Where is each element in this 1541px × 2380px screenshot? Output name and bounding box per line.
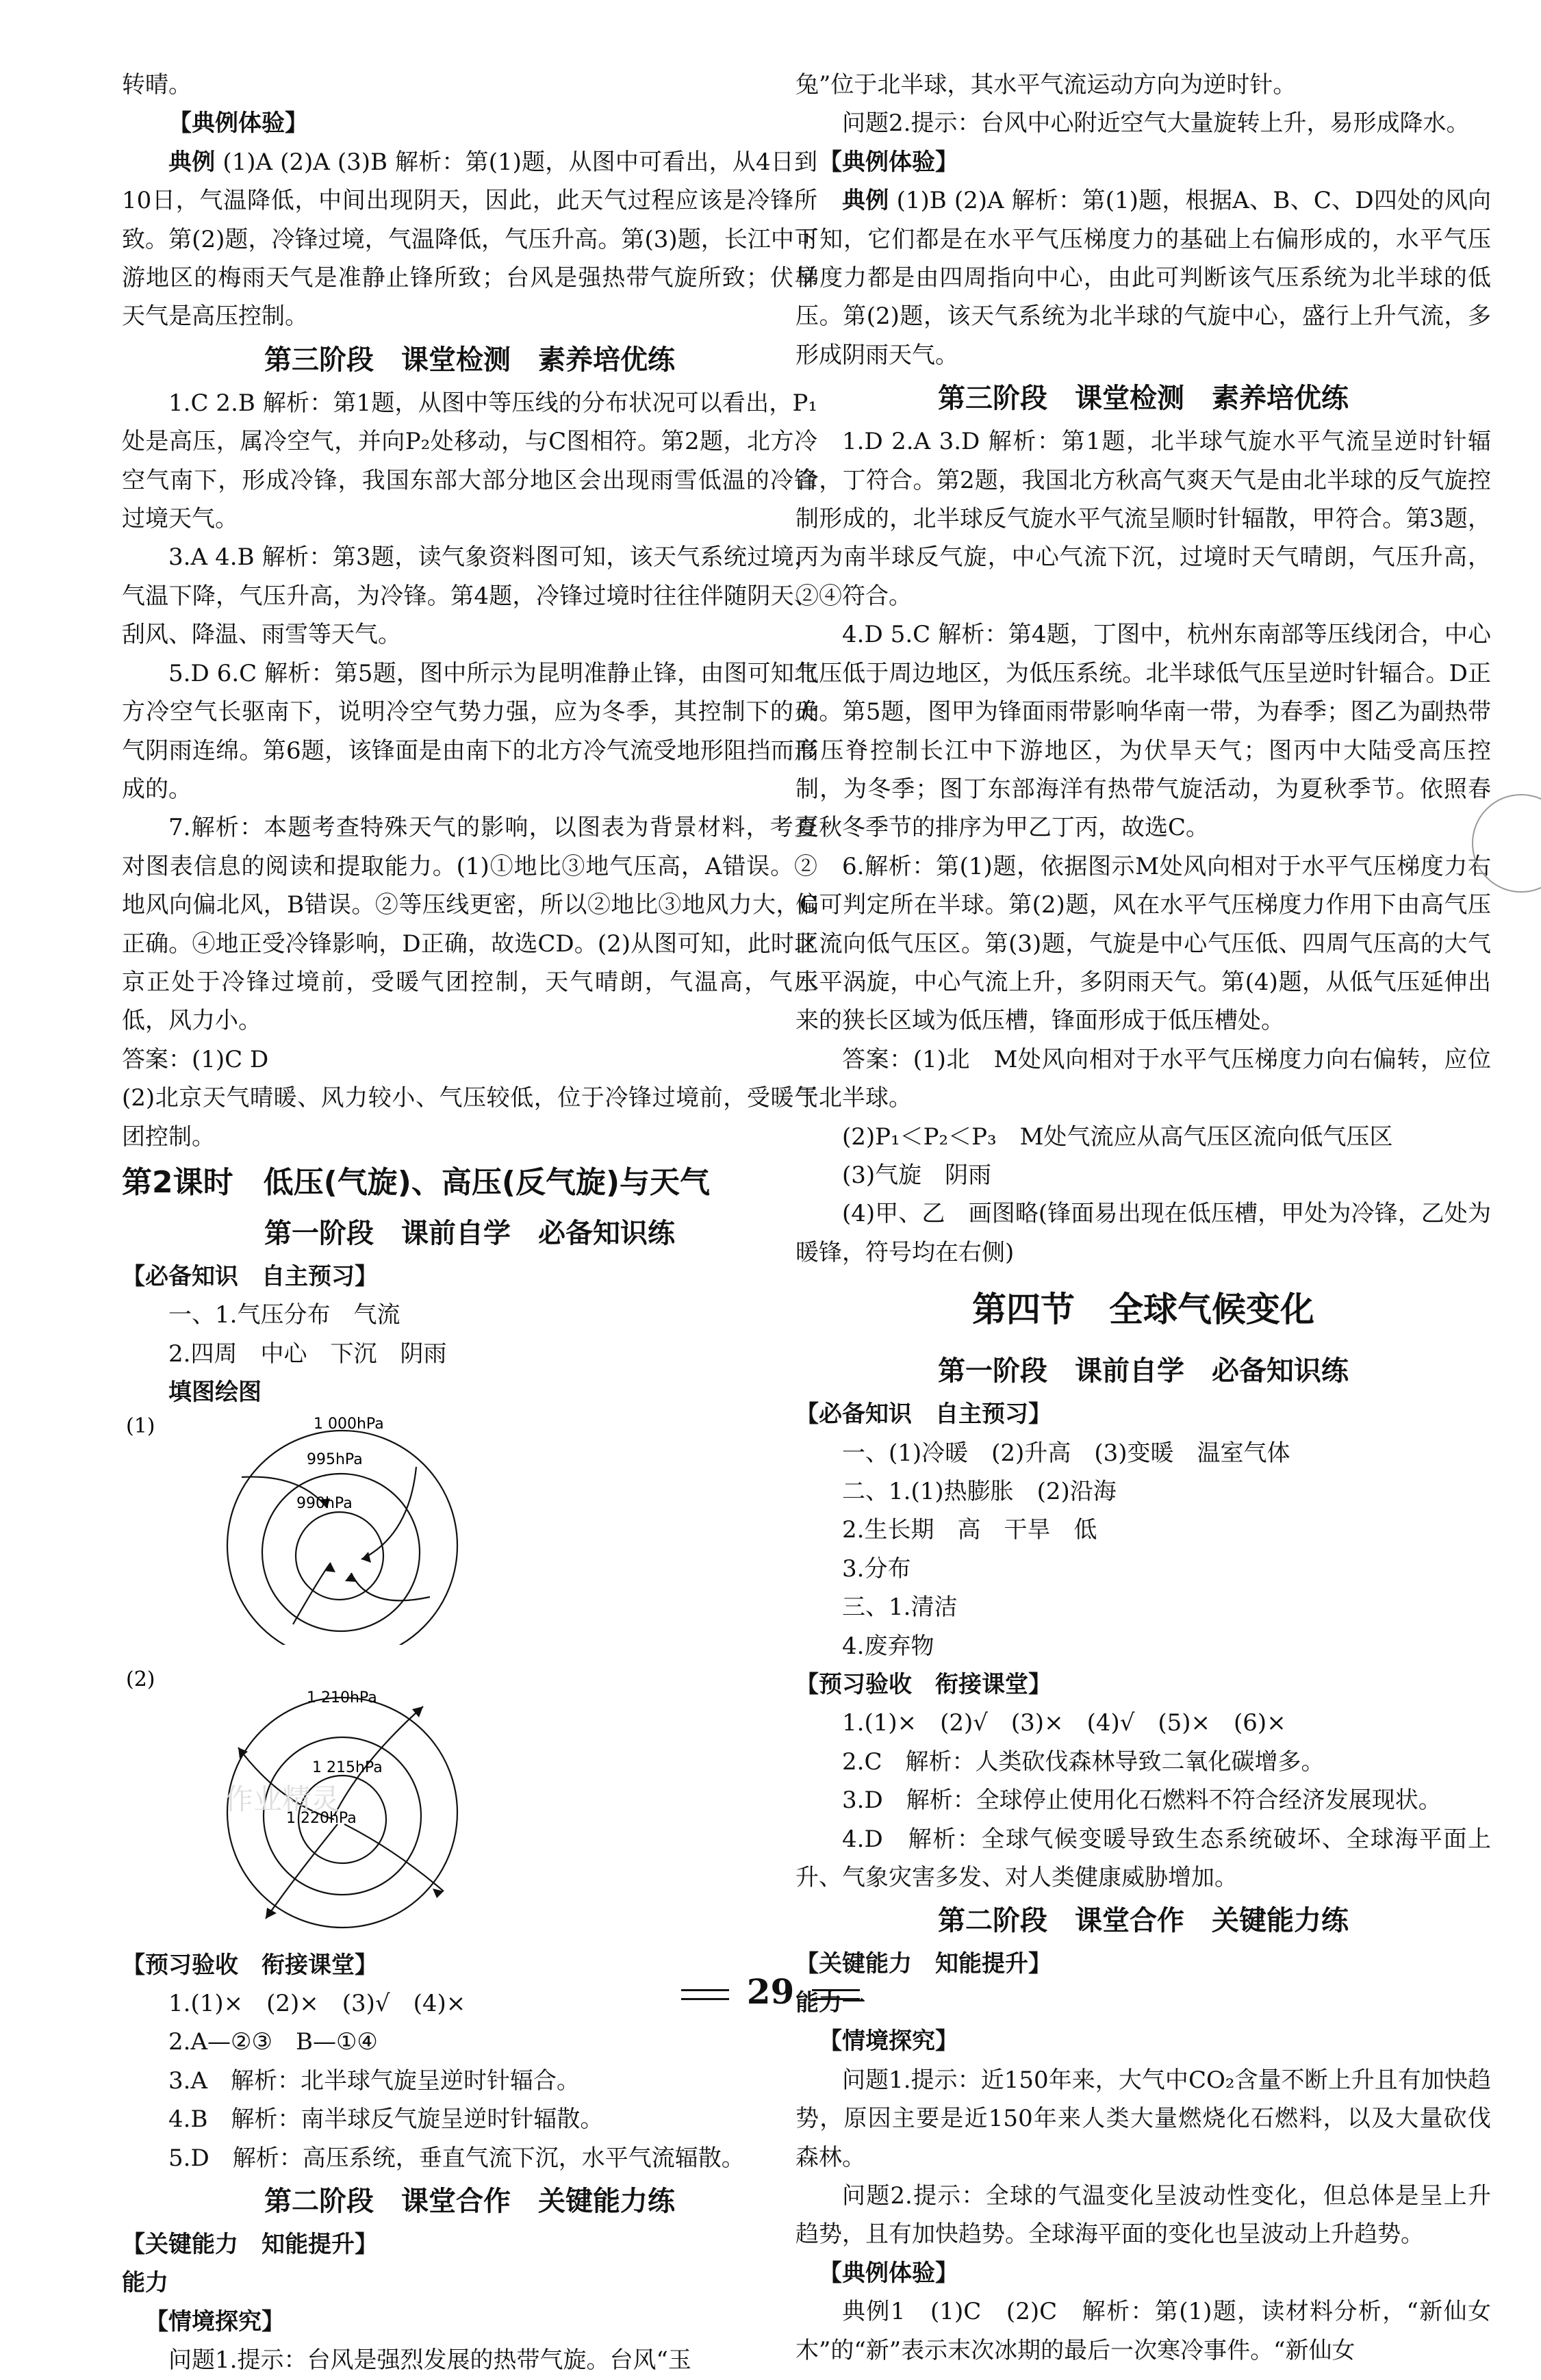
arrowhead [324, 1563, 335, 1572]
text-line: 2.四周 中心 下沉 阴雨 [168, 1340, 447, 1368]
example-paragraph: 典例1 (1)C (2)C 解析：第(1)题，读材料分析，“新仙女木”的“新”表示末次冰期的最后一次寒冷事件。“新仙女 [795, 2298, 1491, 2364]
text-line: 问题2.提示：全球的气温变化呈波动性变化，但总体是呈上升趋势，且有加快趋势。全球海平面的变化也呈波动上升趋势。 [795, 2181, 1491, 2249]
wind-arrow [266, 1824, 338, 1919]
answer-line: 答案：(1)C D [122, 1045, 269, 1073]
text-line: 三、1.清洁 [842, 1594, 958, 1622]
figure-label: (1) [126, 1413, 155, 1438]
section-heading: 【必备知识 自主预习】 [795, 1400, 1052, 1429]
figure-anticyclone [122, 1645, 817, 1946]
answer-line: 3.A 解析：北半球气旋呈逆时针辐合。 [168, 2066, 580, 2095]
lesson-title: 第2课时 低压(气旋)、高压(反气旋)与天气 [122, 1164, 711, 1200]
cyclone-diagram [122, 1412, 817, 1645]
right-column [795, 66, 1491, 2370]
answer-line: 2.C 解析：人类砍伐森林导致二氧化碳增多。 [842, 1748, 1325, 1776]
section-heading: 【情境探究】 [145, 2307, 285, 2336]
arrowhead [361, 1552, 371, 1563]
wind-arrow [351, 1573, 430, 1600]
answer-line: 1.(1)× (2)× (3)√ (4)× [168, 1990, 466, 2017]
text-line: 3.分布 [842, 1554, 911, 1583]
figure-label: (2) [126, 1667, 155, 1691]
isobar-label: 1 000hPa [314, 1415, 384, 1433]
answer-line: (2)P₁＜P₂＜P₃ M处气流应从高气压区流向低气压区 [842, 1123, 1393, 1151]
arrowhead [345, 1573, 357, 1582]
stage-heading: 第三阶段 课堂检测 素养培优练 [938, 383, 1349, 415]
section-heading: 【关键能力 知能提升】 [122, 2231, 378, 2259]
watermark: 作业精灵 [225, 1782, 340, 1816]
isobar-label: 995hPa [307, 1450, 363, 1468]
isobar-inner [296, 1512, 383, 1600]
text-line: 兔”位于北半球，其水平气流运动方向为逆时针。 [795, 71, 1297, 99]
answer-paragraph: 1.D 2.A 3.D 解析：第1题，北半球气旋水平气流呈逆时针辐合，丁符合。第2题，我国北方秋高气爽天气是由北半球的反气旋控制形成的，北半球反气旋水平气流呈顺时针辐散，甲符合。第3题，丙为南半球反气旋，中心气流下沉，过境时天气晴朗，气压升高，②④符合。 [795, 428, 1491, 610]
answer-paragraph: 3.A 4.B 解析：第3题，读气象资料图可知，该天气系统过境，气温下降，气压升高，为冷锋。第4题，冷锋过境时往往伴随阴天、刮风、降温、雨雪等天气。 [122, 543, 817, 649]
answer-line: 5.D 解析：高压系统，垂直气流下沉，水平气流辐散。 [168, 2144, 745, 2172]
example-label: 典例 [168, 148, 216, 176]
stage-heading: 第一阶段 课前自学 必备知识练 [264, 1217, 675, 1249]
section-heading: 【典例体验】 [168, 110, 308, 138]
answer-paragraph: 6.解析：第(1)题，依据图示M处风向相对于水平气压梯度力右偏可判定所在半球。第(2)题，风在水平气压梯度力作用下由高气压区流向低气压区。第(3)题，气旋是中心气压低、四周气压高的大气水平涡旋，中心气流上升，多阴雨天气。第(4)题，从低气压延伸出来的狭长区域为低压槽，锋面形成于低压槽处。 [795, 852, 1491, 1035]
example-text: (1)B (2)A 解析：第(1)题，根据A、B、C、D四处的风向可知，它们都是在水平气压梯度力的基础上右偏形成的，水平气压梯度力都是由四周指向中心，由此可判断该气压系统为北半球的低压。第(2)题，该天气系统为北半球的气旋中心，盛行上升气流，多形成阴雨天气。 [795, 187, 1492, 369]
text-line: 4.废弃物 [842, 1632, 934, 1660]
isobar-label: 1 220hPa [286, 1809, 357, 1827]
wind-arrow [361, 1467, 416, 1559]
answer-paragraph: 7.解析：本题考查特殊天气的影响，以图表为背景材料，考查对图表信息的阅读和提取能力。(1)①地比③地气压高，A错误。②地风向偏北风，B错误。②等压线更密，所以②地比③地风力大，C正确。④地正受冷锋影响，D正确，故选CD。(2)从图可知，此时北京正处于冷锋过境前，受暖气团控制，天气晴朗，气温高，气压低，风力小。 [122, 814, 817, 1035]
stage-heading: 第二阶段 课堂合作 关键能力练 [264, 2186, 675, 2218]
ability-heading: 能力一 [795, 1988, 865, 2017]
answer-line: 1.(1)× (2)√ (3)× (4)√ (5)× (6)× [842, 1709, 1286, 1737]
answer-line: (4)甲、乙 画图略(锋面易出现在低压槽，甲处为冷锋，乙处为暖锋，符号均在右侧) [795, 1200, 1491, 1266]
answer-line: (3)气旋 阴雨 [842, 1161, 992, 1189]
text-line: 一、(1)冷暖 (2)升高 (3)变暖 温室气体 [842, 1439, 1290, 1467]
figure-cyclone [122, 1412, 817, 1645]
example-label: 典例 [842, 187, 889, 215]
answer-line: 4.B 解析：南半球反气旋呈逆时针辐散。 [168, 2106, 604, 2134]
example-paragraph [795, 181, 1491, 374]
section-heading: 【必备知识 自主预习】 [122, 1262, 378, 1290]
footer-rule [812, 1989, 860, 2000]
wind-arrow [344, 1824, 444, 1891]
answer-line: 3.D 解析：全球停止使用化石燃料不符合经济发展现状。 [842, 1787, 1442, 1815]
page-number: 29 [746, 1971, 795, 2012]
text-line: 问题2.提示：台风中心附近空气大量旋转上升，易形成降水。 [842, 110, 1470, 138]
section-title: 第四节 全球气候变化 [972, 1290, 1314, 1330]
answer-line: (2)北京天气晴暖、风力较小、气压较低，位于冷锋过境前，受暖气团控制。 [122, 1084, 817, 1151]
isobar-label: 990hPa [296, 1494, 353, 1512]
anticyclone-diagram [122, 1645, 817, 1946]
example-text: (1)A (2)A (3)B 解析：第(1)题，从图中可看出，从4日到10日，气温降低，中间出现阴天，因此，此天气过程应该是冷锋所致。第(2)题，冷锋过境，气温降低，气压升高。第(3)题，长江中下游地区的梅雨天气是准静止锋所致；台风是强热带气旋所致；伏旱天气是高压控制。 [122, 148, 817, 331]
text-line: 问题1.提示：台风是强烈发展的热带气旋。台风“玉 [168, 2346, 691, 2375]
left-column [122, 66, 817, 2380]
answer-paragraph: 4.D 5.C 解析：第4题，丁图中，杭州东南部等压线闭合，中心气压低于周边地区，为低压系统。北半球低气压呈逆时针辐合。D正确。第5题，图甲为锋面雨带影响华南一带，为春季；图乙为副热带高压脊控制长江中下游地区，为伏旱天气；图丙中大陆受高压控制，为冬季；图丁东部海洋有热带气旋活动，为夏秋季节。依照春夏秋冬季节的排序为甲乙丁丙，故选C。 [795, 621, 1491, 842]
example-paragraph [122, 143, 817, 336]
answer-paragraph: 1.C 2.B 解析：第1题，从图中等压线的分布状况可以看出，P₁处是高压，属冷空气，并向P₂处移动，与C图相符。第2题，北方冷空气南下，形成冷锋，我国东部大部分地区会出现雨雪低温的冷锋过境天气。 [122, 389, 817, 533]
text-line: 一、1.气压分布 气流 [168, 1301, 400, 1329]
arrowhead [266, 1908, 277, 1919]
text-line: 转晴。 [122, 71, 192, 99]
stage-heading: 第一阶段 课前自学 必备知识练 [938, 1355, 1349, 1387]
text-line: 2.生长期 高 干旱 低 [842, 1516, 1097, 1544]
text-line: 问题1.提示：近150年来，大气中CO₂含量不断上升且有加快趋势，原因主要是近150年来人类大量燃烧化石燃料，以及大量砍伐森林。 [795, 2066, 1491, 2171]
stage-heading: 第二阶段 课堂合作 关键能力练 [938, 1905, 1349, 1937]
fill-title: 填图绘图 [168, 1379, 262, 1407]
section-heading: 【典例体验】 [819, 2259, 958, 2287]
section-heading: 【情境探究】 [819, 2027, 958, 2056]
answer-line: 4.D 解析：全球气候变暖导致生态系统破坏、全球海平面上升、气象灾害多发、对人类健康威胁增加。 [795, 1825, 1491, 1892]
text-line: 二、1.(1)热膨胀 (2)沿海 [842, 1478, 1117, 1505]
section-heading: 【关键能力 知能提升】 [795, 1950, 1052, 1978]
answer-paragraph: 5.D 6.C 解析：第5题，图中所示为昆明准静止锋，由图可知北方冷空气长驱南下，说明冷空气势力强，应为冬季，其控制下的天气阴雨连绵。第6题，该锋面是由南下的北方冷气流受地形阻挡而形成的。 [122, 659, 817, 803]
section-heading: 【预习验收 衔接课堂】 [795, 1671, 1052, 1699]
section-heading: 【预习验收 衔接课堂】 [122, 1951, 378, 1979]
answer-line: 2.A—②③ B—①④ [168, 2028, 378, 2056]
stage-heading: 第三阶段 课堂检测 素养培优练 [264, 344, 675, 376]
page-footer [0, 1971, 1541, 2012]
footer-rule [681, 1989, 729, 2000]
answer-line: 答案：(1)北 M处风向相对于水平气压梯度力向右偏转，应位于北半球。 [795, 1045, 1491, 1112]
ability-heading: 能力 [122, 2269, 168, 2297]
isobar-label: 1 210hPa [307, 1689, 377, 1706]
isobar-label: 1 215hPa [312, 1758, 383, 1776]
section-heading: 【典例体验】 [819, 148, 958, 176]
